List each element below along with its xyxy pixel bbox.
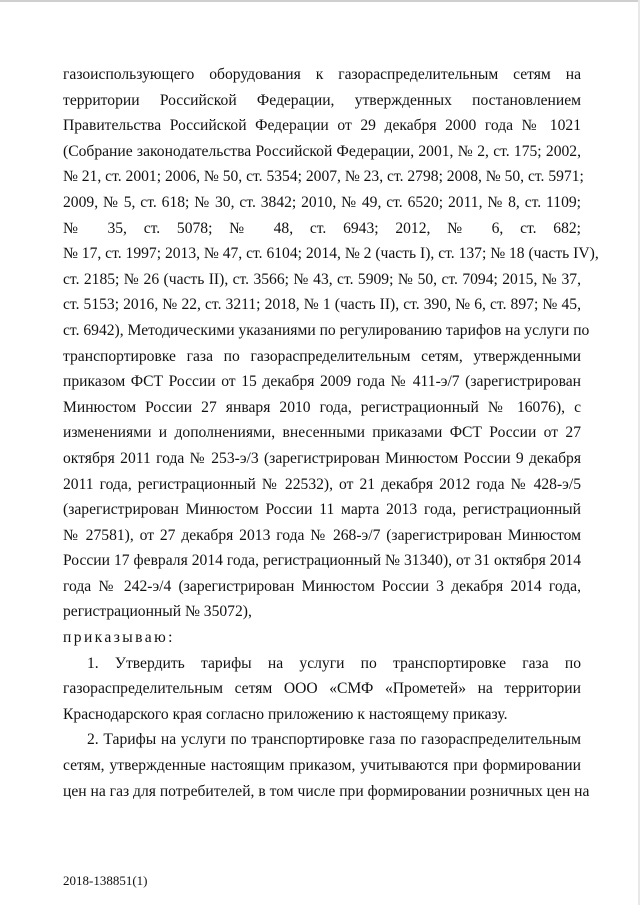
- item-1-line: Краснодарского края согласно приложению к настоящему приказу.: [63, 705, 508, 723]
- text-line: (зарегистрирован Минюстом России 11 марта 2013 года, регистрационный: [63, 501, 581, 519]
- text-line: 2011 года, регистрационный № 22532), от 21 декабря 2012 года № 428-э/5: [63, 475, 581, 493]
- text-line: газоиспользующего оборудования к газораспределительным сетям на: [63, 66, 581, 83]
- text-line: октября 2011 года № 253-э/3 (зарегистрирован Минюстом России 9 декабря: [63, 449, 581, 467]
- document-body: [63, 62, 599, 804]
- text-line: № 27581), от 27 декабря 2013 года № 268-э/7 (зарегистрирован Минюстом: [63, 526, 581, 544]
- text-line: (Собрание законодательства Российской Федерации, 2001, № 2, ст. 175; 2002,: [63, 142, 581, 160]
- text-line: изменениями и дополнениями, внесенными приказами ФСТ России от 27: [63, 424, 581, 442]
- item-1-line: газораспределительным сетям ООО «СМФ «Прометей» на территории: [63, 680, 581, 698]
- item-2-line: 2. Тарифы на услуги по транспортировке газа по газораспределительным: [87, 731, 581, 749]
- text-line: № 21, ст. 2001; 2006, № 50, ст. 5354; 2007, № 23, ст. 2798; 2008, № 50, ст. 5971;: [63, 168, 584, 186]
- item-1-line: 1. Утвердить тарифы на услуги по транспортировке газа по: [87, 654, 581, 672]
- text-line: России 17 февраля 2014 года, регистрационный № 31340), от 31 октября 2014: [63, 552, 581, 570]
- text-line: ст. 2185; № 26 (часть II), ст. 3566; № 43, ст. 5909; № 50, ст. 7094; 2015, № 37,: [63, 270, 581, 288]
- text-line: года № 242-э/4 (зарегистрирован Минюстом России 3 декабря 2014 года,: [63, 577, 581, 595]
- text-line: 2009, № 5, ст. 618; № 30, ст. 3842; 2010, № 49, ст. 6520; 2011, № 8, ст. 1109;: [63, 193, 581, 211]
- text-line: ст. 6942), Методическими указаниями по регулированию тарифов на услуги по: [63, 321, 590, 339]
- text-line: территории Российской Федерации, утвержденных постановлением: [63, 91, 581, 109]
- order-heading: приказываю:: [63, 629, 175, 647]
- text-line: Правительства Российской Федерации от 29 декабря 2000 года № 1021: [63, 117, 581, 135]
- text-line: ст. 5153; 2016, № 22, ст. 3211; 2018, № 1 (часть II), ст. 390, № 6, ст. 897; № 45,: [63, 296, 581, 314]
- text-line: Минюстом России 27 января 2010 года, регистрационный № 16076), с: [63, 398, 581, 416]
- scan-top-edge: [0, 0, 640, 2]
- item-2-line: сетям, утвержденные настоящим приказом, учитываются при формировании: [63, 757, 581, 775]
- text-line: № 35, ст. 5078; № 48, ст. 6943; 2012, № 6, ст. 682;: [63, 219, 581, 237]
- document-code: 2018-138851(1): [63, 873, 148, 888]
- text-line: регистрационный № 35072),: [63, 603, 252, 621]
- text-line: приказом ФСТ России от 15 декабря 2009 года № 411-э/7 (зарегистрирован: [63, 373, 581, 391]
- item-2-line: цен на газ для потребителей, в том числе при формировании розничных цен на: [63, 782, 590, 800]
- text-line: транспортировке газа по газораспределительным сетям, утвержденными: [63, 347, 581, 365]
- text-line: № 17, ст. 1997; 2013, № 47, ст. 6104; 2014, № 2 (часть I), ст. 137; № 18 (часть IV),: [63, 245, 599, 263]
